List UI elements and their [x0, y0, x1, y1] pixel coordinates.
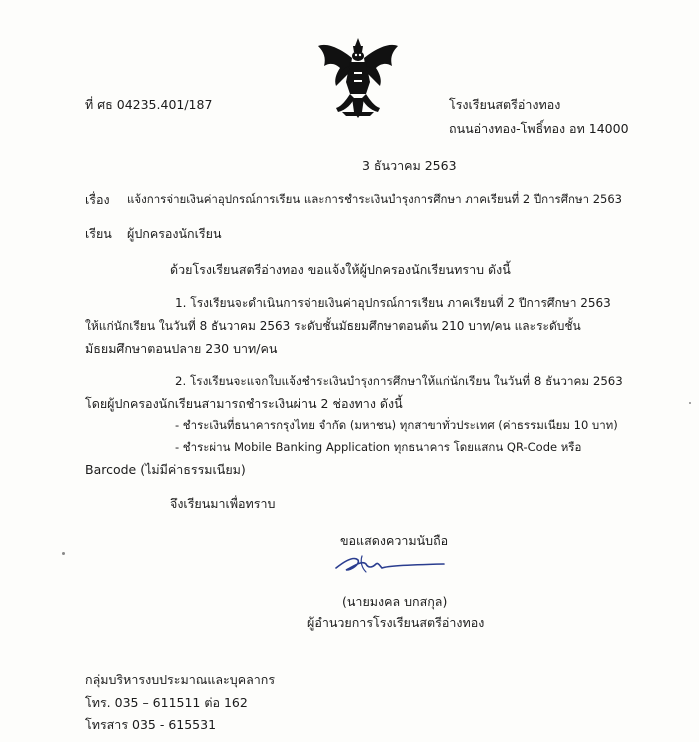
handwritten-signature	[332, 550, 448, 578]
subject-label: เรื่อง	[85, 192, 110, 207]
garuda-emblem-icon	[314, 36, 402, 122]
signatory-name: (นายมงคล บกสกุล)	[342, 594, 448, 609]
phone-number: โทร. 035 – 611511 ต่อ 162	[85, 695, 248, 710]
subject-text: แจ้งการจ่ายเงินค่าอุปกรณ์การเรียน และการชำระเงินบำรุงการศึกษา ภาคเรียนที่ 2 ปีการศึกษา 2563	[127, 192, 622, 206]
addressee-text: ผู้ปกครองนักเรียน	[127, 226, 222, 241]
fax-number: โทรสาร 035 - 615531	[85, 717, 217, 732]
payment-method-bank: - ชำระเงินที่ธนาคารกรุงไทย จำกัด (มหาชน) ทุกสาขาทั่วประเทศ (ค่าธรรมเนียม 10 บาท)	[175, 418, 618, 432]
scan-speck	[689, 402, 691, 404]
scan-speck	[62, 552, 65, 555]
school-name: โรงเรียนสตรีอ่างทอง	[449, 97, 561, 112]
item2-line1: 2. โรงเรียนจะแจกใบแจ้งชำระเงินบำรุงการศึกษาให้แก่นักเรียน ในวันที่ 8 ธันวาคม 2563	[175, 374, 623, 388]
intro-paragraph: ด้วยโรงเรียนสตรีอ่างทอง ขอแจ้งให้ผู้ปกครองนักเรียนทราบ ดังนี้	[170, 262, 511, 277]
item1-line3: มัธยมศึกษาตอนปลาย 230 บาท/คน	[85, 341, 278, 356]
department-name: กลุ่มบริหารงบประมาณและบุคลากร	[85, 672, 276, 687]
signatory-position: ผู้อำนวยการโรงเรียนสตรีอ่างทอง	[307, 615, 485, 630]
item2-line2: โดยผู้ปกครองนักเรียนสามารถชำระเงินผ่าน 2 ช่องทาง ดังนี้	[85, 396, 403, 411]
reference-number: ที่ ศธ 04235.401/187	[85, 97, 213, 112]
salutation: ขอแสดงความนับถือ	[340, 533, 449, 548]
closing-line: จึงเรียนมาเพื่อทราบ	[170, 496, 276, 511]
item1-line2: ให้แก่นักเรียน ในวันที่ 8 ธันวาคม 2563 ระดับชั้นมัธยมศึกษาตอนต้น 210 บาท/คน และระดับชั้น	[85, 319, 581, 333]
letter-date: 3 ธันวาคม 2563	[362, 158, 457, 173]
school-address: ถนนอ่างทอง-โพธิ์ทอง อท 14000	[449, 121, 629, 136]
item1-line1: 1. โรงเรียนจะดำเนินการจ่ายเงินค่าอุปกรณ์การเรียน ภาคเรียนที่ 2 ปีการศึกษา 2563	[175, 296, 611, 310]
addressee-label: เรียน	[85, 226, 112, 241]
payment-method-mobile: - ชำระผ่าน Mobile Banking Application ทุกธนาคาร โดยแสกน QR-Code หรือ	[175, 440, 582, 454]
payment-method-mobile-cont: Barcode (ไม่มีค่าธรรมเนียม)	[85, 462, 246, 477]
